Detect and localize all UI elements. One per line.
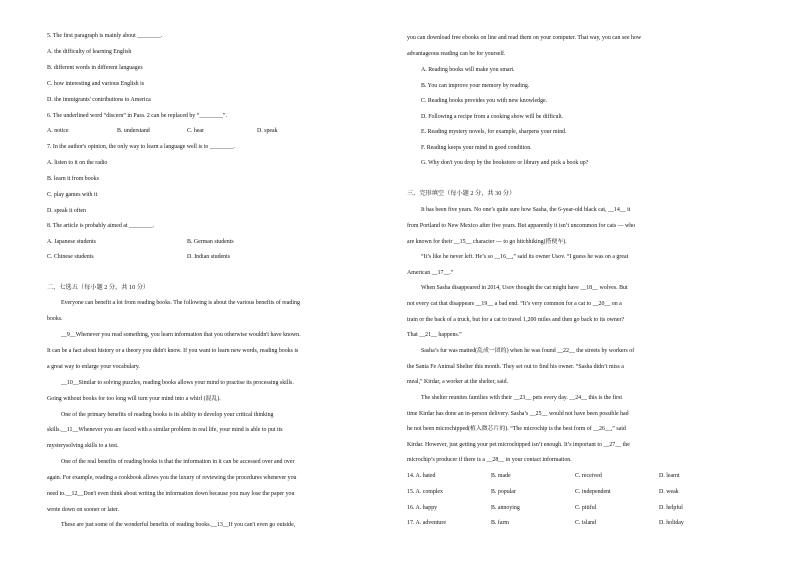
answer-17-d: D. holiday [659, 520, 684, 526]
answer-17-b: B. farm [491, 520, 509, 526]
section-3-line: he not been microchipped(植入微芯片的). “The microchip is the best form of __26__,” said [407, 426, 626, 432]
section-2-line: One of the primary benefits of reading books is its ability to develop your critical thinking [61, 412, 274, 418]
answer-15-d: D. weak [659, 489, 679, 495]
section-3-line: are known for their __15__ character — to go hitchhiking(搭便车). [407, 239, 567, 245]
seven-option-f: F. Reading keeps your mind in good condition. [421, 145, 532, 151]
section-3-line: That __21__ happens.” [407, 332, 462, 338]
section-3-line: microchip’s producer if there is a __28__ in your contact information. [407, 457, 572, 463]
answer-15-a: 15. A. complex [407, 489, 443, 495]
section-2-line: again. For example, reading a cookbook allows you the luxury of reviewing the procedures whenever you [47, 475, 297, 481]
q5-option-a: A. the difficulty of learning English [47, 49, 132, 55]
q8-option-a: A. Japanese students [47, 239, 96, 245]
q5-option-d: D. the immigrants' contributions to America [47, 97, 151, 103]
section-3-line: Sasha’s fur was matted(乱成一团的) when he was found __22__ the streets by workers of [421, 348, 635, 354]
section-2-line: wrote down on sooner or later. [47, 507, 119, 513]
answer-14-c: C. received [575, 473, 602, 479]
section-2-line: a great way to enlarge your vocabulary. [47, 364, 140, 370]
seven-option-e: E. Reading mystery novels, for example, sharpens your mind. [421, 129, 567, 135]
section-2-title: 二、七选五（每小题 2 分，共 10 分） [47, 284, 150, 291]
answer-15-c: C. independent [575, 489, 611, 495]
q5-option-c: C. how interesting and various English is [47, 81, 145, 87]
section-3-line: not every cat that disappears __19__ a bad end. “It’s very common for a cat to __20__ on a [407, 301, 622, 307]
section-2-line: One of the real benefits of reading books is that the information in it can be accessed over and over [61, 459, 295, 465]
seven-option-d: D. Following a recipe from a cooking show will be difficult. [421, 114, 564, 120]
section-2-line: books. [47, 316, 63, 322]
q8-option-d: D. Indian students [187, 254, 231, 260]
section-3-line: The shelter reunites families with their __23__ pets every day. __24__ this is the first [421, 395, 623, 401]
section-2-line: need to.__12__Don't even think about writing the information down because you may lose the paper you [47, 491, 295, 497]
q6-option-c: C. hear [187, 128, 205, 134]
section-2-line: These are just some of the wonderful benefits of reading books.__13__If you can't even go outside, [61, 522, 296, 528]
section-2-line: skills.__11__Whenever you are faced with a similar problem in real life, your mind is able to put its [47, 427, 283, 433]
section-3-title: 三、完形填空（每小题 2 分，共 30 分） [407, 190, 516, 197]
q7-option-d: D. speak it often [47, 208, 86, 214]
q6-option-b: B. understand [117, 128, 150, 134]
answer-17-a: 17. A. adventure [407, 520, 446, 526]
seven-option-b: B. You can improve your memory by reading. [421, 83, 530, 89]
section-3-line: meal,” Kirdar, a worker at the shelter, said. [407, 379, 509, 385]
answer-16-c: C. pitiful [575, 505, 597, 511]
answer-15-b: B. popular [491, 489, 516, 495]
section-3-line: Kirdar. However, just getting your pet microchipped isn’t enough. It’s important to __27__ the [407, 442, 630, 448]
intro-line: you can download free ebooks on line and read them on your computer. That way, you can see how [407, 35, 642, 41]
question-5-stem: 5. The first paragraph is mainly about ________. [47, 33, 163, 39]
q8-option-b: B. German students [187, 239, 234, 245]
answer-16-b: B. annoying [491, 505, 520, 511]
section-3-line: American __17__.” [407, 270, 454, 276]
answer-14-d: D. learnt [659, 473, 680, 479]
q7-option-a: A. listen to it on the radio [47, 160, 108, 166]
section-3-line: When Sasha disappeared in 2014, Usov thought the cat might have __18__ wolves. But [421, 285, 628, 291]
answer-16-a: 16. A. happy [407, 505, 438, 511]
section-3-line: It has been five years. No one’s quite sure how Sasha, the 6-year-old black cat, __14__ it [421, 207, 631, 213]
q8-option-c: C. Chinese students [47, 254, 94, 260]
question-7-stem: 7. In the author's opinion, the only way to learn a language well is to ________. [47, 144, 235, 150]
section-3-line: time Kirdar has done an in-person delivery. Sasha’s __25__ would not have been possible had [407, 411, 629, 417]
answer-14-a: 14. A. hated [407, 473, 436, 479]
answer-14-b: B. made [491, 473, 511, 479]
seven-option-c: C. Reading books provides you with new knowledge. [421, 98, 548, 104]
section-2-line: Going without books for too long will turn your mind into a whirl (混乱). [47, 396, 221, 402]
section-3-line: from Portland to New Mexico after five years. But apparently it isn’t uncommon for cats — who [407, 223, 636, 229]
section-2-line: Everyone can benefit a lot from reading books. The following is about the various benefits of reading [61, 300, 300, 306]
seven-option-a: A. Reading books will make you smart. [421, 67, 515, 73]
q7-option-b: B. learn it from books [47, 176, 99, 182]
q6-option-d: D. speak [257, 128, 278, 134]
intro-line: advantageous reading can be for yourself. [407, 51, 506, 57]
section-3-line: the Santa Fe Animal Shelter this month. They set out to find his owner. “Sasha didn’t miss a [407, 364, 624, 370]
answer-16-d: D. helpful [659, 505, 683, 511]
section-2-line: __10__Similar to solving puzzles, reading books allows your mind to practise its processing skills. [61, 380, 294, 386]
seven-option-g: G. Why don't you drop by the bookstore or library and pick a book up? [421, 160, 589, 166]
q5-option-b: B. different words in different languages [47, 65, 143, 71]
question-6-stem: 6. The underlined word “discern” in Para. 2 can be replaced by “________”. [47, 113, 227, 119]
section-3-line: “It’s like he never left. He’s so __16__,” said its owner Usov. “I guess he was on a great [421, 254, 629, 260]
question-8-stem: 8. The article is probably aimed at ________. [47, 223, 155, 229]
q6-option-a: A. notice [47, 128, 69, 134]
section-3-line: train or the back of a truck, but for a cat to travel 1,200 miles and then go back to its owner? [407, 317, 625, 323]
section-2-line: It can be a fact about history or a theory you didn't know. If you want to learn new words, reading books is [47, 348, 299, 354]
q7-option-c: C. play games with it [47, 192, 98, 198]
section-2-line: __9__Whenever you read something, you learn information that you otherwise wouldn't have known. [61, 332, 301, 338]
section-2-line: mysterysolving skills to a test. [47, 443, 119, 449]
answer-17-c: C. island [575, 520, 596, 526]
